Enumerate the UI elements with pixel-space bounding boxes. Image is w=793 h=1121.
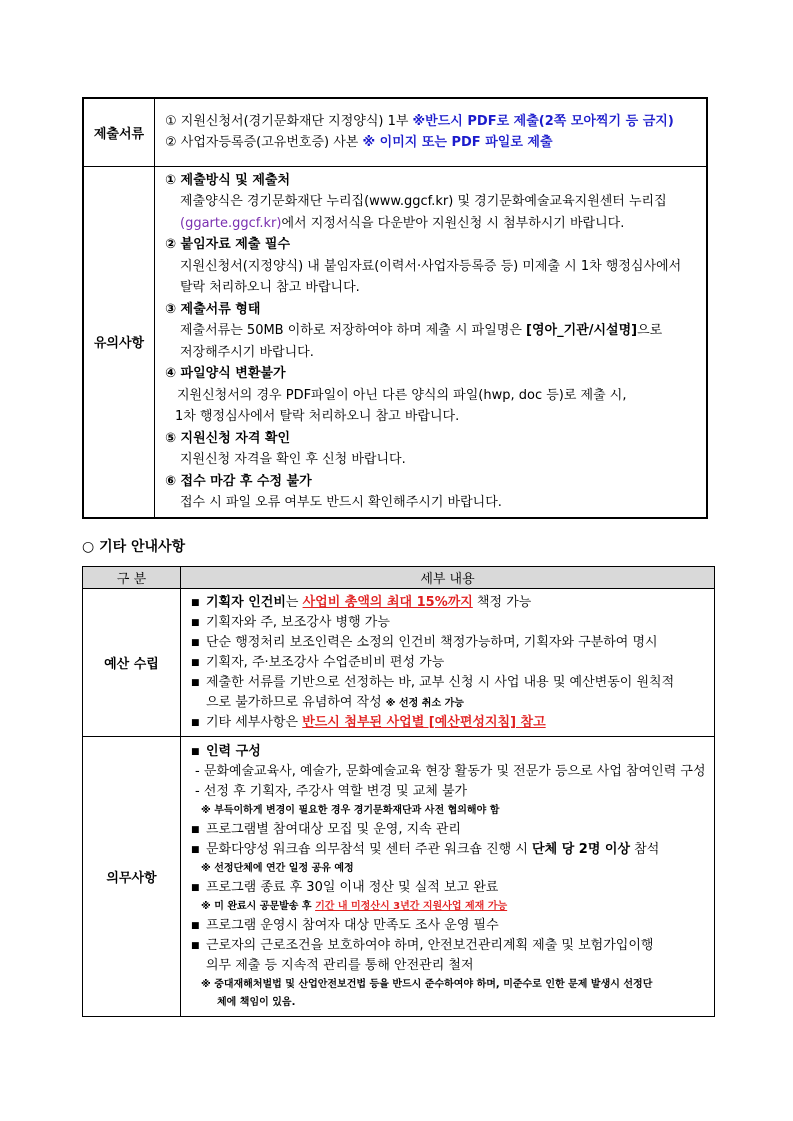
duty-cell — [181, 737, 715, 1017]
bullet-icon: ■ — [191, 940, 200, 951]
notice-text: (ggarte.ggcf.kr)에서 지정서식을 다운받아 지원신청 시 첨부하시기 바랍니다. — [180, 215, 625, 231]
notice-text: 제출서류는 50MB 이하로 저장하여야 하며 제출 시 파일명은 [영아_기관/시설명]으로 — [180, 323, 663, 338]
note: ※ 부득이하게 변경이 필요한 경우 경기문화재단과 사전 협의해야 함 — [201, 804, 500, 816]
notice-title: ② 붙임자료 제출 필수 — [165, 237, 291, 252]
image-note: ※ 이미지 또는 PDF 파일로 제출 — [362, 135, 553, 151]
notice-text: 지원신청 자격을 확인 후 신청 바랍니다. — [180, 452, 406, 467]
list-item: ■ 프로그램 운영시 참여자 대상 만족도 조사 운영 필수 — [189, 916, 706, 936]
documents-cell — [155, 98, 708, 166]
row-label-notes: 유의사항 — [83, 166, 155, 518]
list-item: ② 사업자등록증(고유번호증) 사본 ※ 이미지 또는 PDF 파일로 제출 — [165, 135, 553, 151]
bullet-icon: ■ — [191, 657, 200, 668]
list-item: ■ 기타 세부사항은 반드시 첨부된 사업별 [예산편성지침] 참고 — [189, 713, 706, 733]
table-row — [83, 589, 715, 737]
notice-text: 접수 시 파일 오류 여부도 반드시 확인해주시기 바랍니다. — [180, 495, 502, 510]
budget-cell — [181, 589, 715, 737]
list-item: ① 지원신청서(경기문화재단 지정양식) 1부 ※반드시 PDF로 제출(2쪽 모아찍기 등 금지) — [165, 113, 674, 129]
bullet-icon: ■ — [191, 637, 200, 648]
bullet-icon: ■ — [191, 717, 200, 728]
row-label-documents: 제출서류 — [83, 98, 155, 166]
guidance-table — [82, 566, 715, 1017]
notice-text: 저장해주시기 바랍니다. — [180, 344, 314, 360]
column-header-category: 구 분 — [83, 567, 181, 589]
list-item: ■ 인력 구성 — [189, 742, 706, 762]
notice-title: ④ 파일양식 변환불가 — [165, 366, 286, 381]
list-item: ■ 기획자 인건비는 사업비 총액의 최대 15%까지 책정 가능 — [189, 593, 706, 613]
list-item: ■ 문화다양성 워크숍 의무참석 및 센터 주관 워크숍 진행 시 단체 당 2명 이상 참석 — [189, 840, 706, 860]
bullet-icon: ■ — [191, 597, 200, 608]
list-item: ■ 프로그램별 참여대상 모집 및 운영, 지속 관리 — [189, 820, 706, 840]
notice-title: ③ 제출서류 형태 — [165, 301, 261, 317]
list-item: ■ 기획자, 주·보조강사 수업준비비 편성 가능 — [189, 653, 706, 673]
list-item: ■ 프로그램 종료 후 30일 이내 정산 및 실적 보고 완료 — [189, 878, 706, 898]
notice-text: 1차 행정심사에서 탈락 처리하오니 참고 바랍니다. — [175, 409, 460, 424]
sanction-warning: 기간 내 미정산시 3년간 지원사업 제재 가능 — [315, 900, 508, 912]
note: ※ 미 완료시 공문발송 후 기간 내 미정산시 3년간 지원사업 제재 가능 — [201, 900, 508, 912]
notice-text: 지원신청서의 경우 PDF파일이 아닌 다른 양식의 파일(hwp, doc 등)로 제출 시, — [177, 387, 627, 403]
note: ※ 선정 취소 가능 — [385, 697, 464, 709]
bullet-icon: ■ — [191, 617, 200, 628]
list-item-cont: 으로 불가하므로 유념하여 작성 ※ 선정 취소 가능 — [206, 694, 464, 710]
submission-table — [82, 97, 708, 519]
row-label-budget: 예산 수립 — [83, 589, 181, 737]
list-item: ■ 제출한 서류를 기반으로 선정하는 바, 교부 신청 시 사업 내용 및 예산변동이 원칙적 — [189, 673, 706, 693]
table-header-row — [83, 567, 715, 589]
notice-title: ⑤ 지원신청 자격 확인 — [165, 430, 291, 446]
bullet-icon: ■ — [191, 920, 200, 931]
pdf-note: ※반드시 PDF로 제출(2쪽 모아찍기 등 금지) — [412, 113, 674, 129]
table-row — [83, 98, 707, 166]
bullet-icon: ■ — [191, 882, 200, 893]
notes-cell — [155, 166, 708, 518]
guideline-reference: 반드시 첨부된 사업별 [예산편성지침] 참고 — [302, 714, 546, 730]
sub-item: - 문화예술교육사, 예술가, 문화예술교육 현장 활동가 및 전문가 등으로 사업 참여인력 구성 — [195, 763, 706, 779]
list-item-cont: 의무 제출 등 지속적 관리를 통해 안전관리 철저 — [206, 957, 474, 973]
note: ※ 선정단체에 연간 일정 공유 예정 — [201, 862, 354, 874]
list-item: ■ 단순 행정처리 보조인력은 소정의 인건비 책정가능하며, 기획자와 구분하여 명시 — [189, 633, 706, 653]
notice-text: 탈락 처리하오니 참고 바랍니다. — [180, 280, 360, 295]
notice-text: 지원신청서(지정양식) 내 붙임자료(이력서·사업자등록증 등) 미제출 시 1차 행정심사에서 — [180, 258, 682, 274]
row-label-duty: 의무사항 — [83, 737, 181, 1017]
note: 체에 책임이 있음. — [217, 996, 296, 1008]
section-heading: ○ 기타 안내사항 — [82, 539, 186, 555]
notice-title: ① 제출방식 및 제출처 — [165, 172, 291, 188]
budget-limit-highlight: 사업비 총액의 최대 15%까지 — [302, 594, 473, 610]
table-row — [83, 737, 715, 1017]
notice-text: 제출양식은 경기문화재단 누리집(www.ggcf.kr) 및 경기문화예술교육지원센터 누리집 — [180, 194, 667, 209]
bullet-icon: ■ — [191, 824, 200, 835]
list-item: ■ 근로자의 근로조건을 보호하여야 하며, 안전보건관리계획 제출 및 보험가입이행 — [189, 936, 706, 956]
table-row — [83, 166, 707, 518]
notice-title: ⑥ 접수 마감 후 수정 불가 — [165, 473, 312, 489]
bullet-icon: ■ — [191, 746, 200, 757]
bullet-icon: ■ — [191, 844, 200, 855]
note: ※ 중대재해처벌법 및 산업안전보건법 등을 반드시 준수하여야 하며, 미준수로 인한 문제 발생시 선정단 — [201, 978, 653, 990]
nuri-link[interactable]: (ggarte.ggcf.kr) — [180, 215, 282, 231]
bullet-icon: ■ — [191, 677, 200, 688]
sub-item: - 선정 후 기획자, 주강사 역할 변경 및 교체 불가 — [195, 783, 468, 799]
column-header-details: 세부 내용 — [181, 567, 715, 589]
list-item: ■ 기획자와 주, 보조강사 병행 가능 — [189, 613, 706, 633]
